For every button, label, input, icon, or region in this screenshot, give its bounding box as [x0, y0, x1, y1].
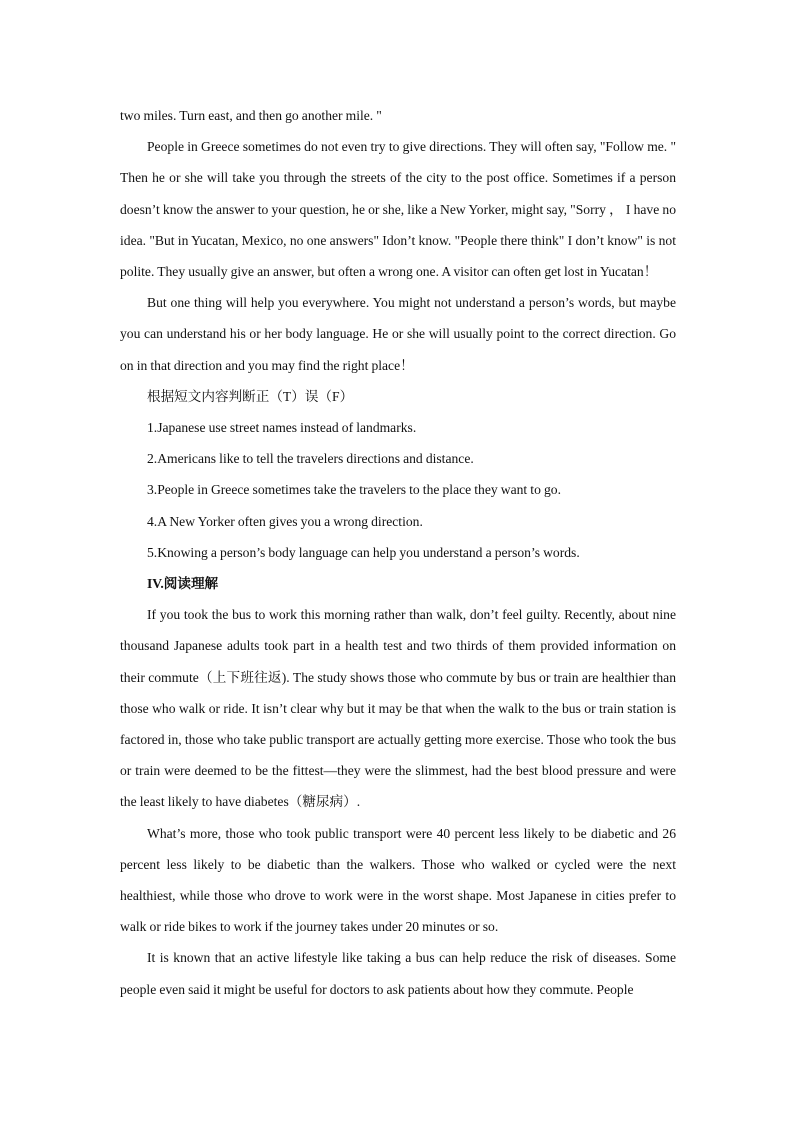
document-page — [120, 100, 676, 1005]
paragraph-body-language: But one thing will help you everywhere. You might not understand a person’s words, but maybe you can understand his or her body language. He or she will usually point to the correct direction. Go on in that direction and you may find the right place！ — [120, 295, 676, 373]
reading-paragraph-2: What’s more, those who took public transport were 40 percent less likely to be diabetic and 26 percent less likely to be diabetic than the walkers. Those who walked or cycled were the next healthiest, while those who drove to work were in the worst shape. Most Japanese in cities prefer to walk or ride bikes to work if the journey takes under 20 minutes or so. — [120, 825, 676, 935]
tf-question-4: 4.A New Yorker often gives you a wrong direction. — [147, 513, 423, 529]
reading-paragraph-3: It is known that an active lifestyle like taking a bus can help reduce the risk of diseases. Some people even said it might be useful for doctors to ask patients about how they commute. People — [120, 950, 676, 997]
tf-instruction: 根据短文内容判断正（T）误（F） — [147, 388, 354, 404]
reading-paragraph-1: If you took the bus to work this morning rather than walk, don’t feel guilty. Recently, about nine thousand Japanese adults took part in a health test and two thirds of them provided information on their commute（上下班往返). The study shows those who commute by bus or train are healthier than those who walk or ride. It isn’t clear why but it may be that when the walk to the bus or train station is factored in, those who take public transport are actually getting more exercise. Those who took the bus or train were deemed to be the fittest—they were the slimmest, had the best blood pressure and were the least likely to have diabetes（糖尿病）. — [120, 607, 676, 810]
tf-question-3: 3.People in Greece sometimes take the travelers to the place they want to go. — [147, 482, 561, 498]
paragraph-continuation: two miles. Turn east, and then go another mile. " — [120, 108, 382, 123]
tf-question-1: 1.Japanese use street names instead of landmarks. — [147, 420, 417, 436]
tf-question-2: 2.Americans like to tell the travelers directions and distance. — [147, 451, 474, 467]
paragraph-greece: People in Greece sometimes do not even try to give directions. They will often say, "Follow me. " Then he or she will take you through the streets of the city to the post office. Sometimes if a person doesn’t know the answer to your question, he or she, like a New Yorker, might say, "Sorry ， I have no idea. "But in Yucatan, Mexico, no one answers" Idon’t know. "People there think" I don’t know" is not polite. They usually give an answer, but often a wrong one. A visitor can often get lost in Yucatan！ — [120, 139, 676, 280]
tf-question-5: 5.Knowing a person’s body language can help you understand a person’s words. — [147, 544, 580, 560]
section-heading: IV.阅读理解 — [147, 576, 219, 592]
